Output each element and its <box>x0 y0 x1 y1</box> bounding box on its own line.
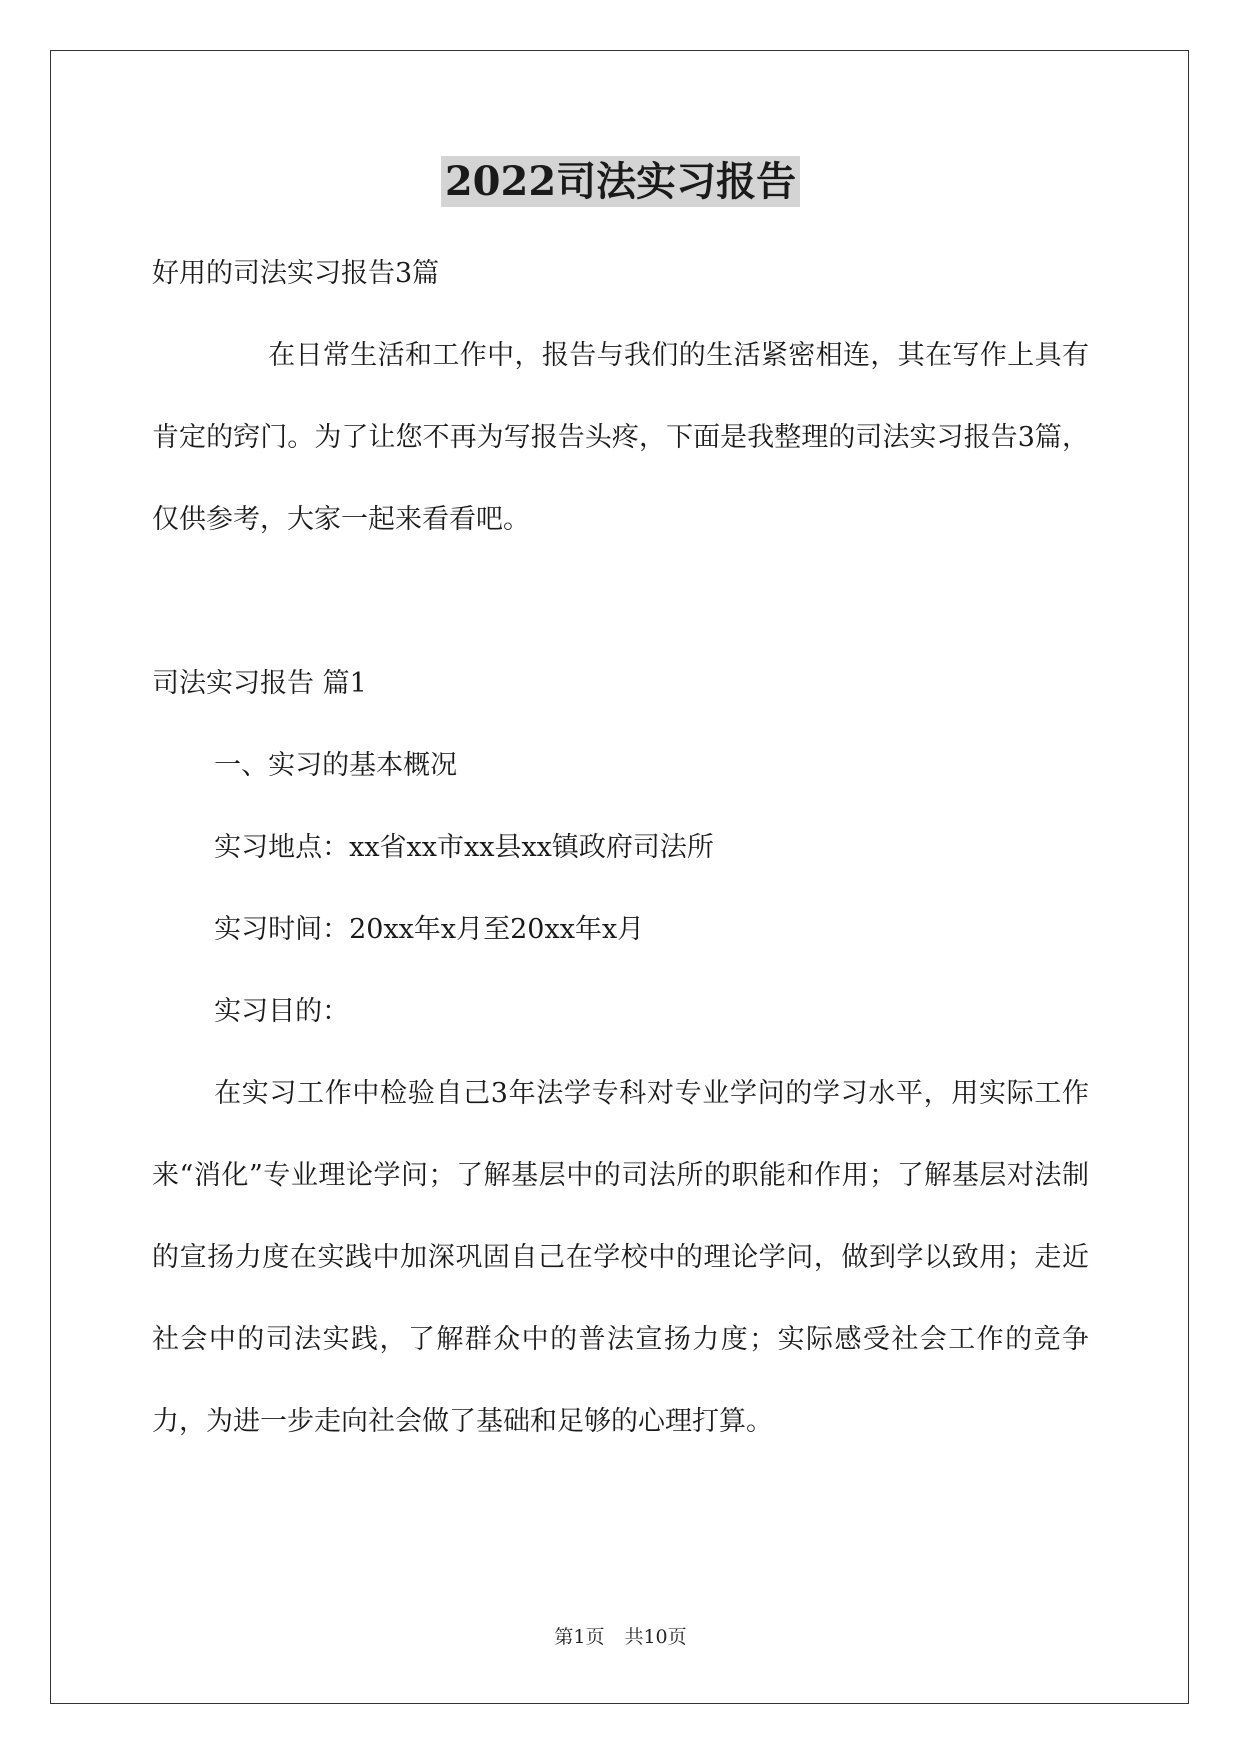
document-title <box>0 152 1241 212</box>
purpose-paragraph: 在实习工作中检验自己3年法学专科对专业学问的学习水平，用实际工作来“消化”专业理论学问；了解基层中的司法所的职能和作用；了解基层对法制的宣扬力度在实践中加深巩固自己在学校中的理论学问，做到学以致用；走近社会中的司法实践，了解群众中的普法宣扬力度；实际感受社会工作的竞争力，为进一步走向社会做了基础和足够的心理打算。 <box>152 1078 1089 1437</box>
spacer <box>152 561 1089 643</box>
page-number-total: 共10页 <box>624 1626 687 1648</box>
purpose-label: 实习目的： <box>214 996 350 1027</box>
internship-time: 实习时间：20xx年x月至20xx年x月 <box>214 914 645 945</box>
section-heading: 司法实习报告 篇1 <box>152 668 367 699</box>
page-footer <box>0 1622 1241 1652</box>
document-body <box>152 233 1089 1463</box>
internship-location: 实习地点：xx省xx市xx县xx镇政府司法所 <box>214 832 714 863</box>
intro-paragraph: 在日常生活和工作中，报告与我们的生活紧密相连，其在写作上具有肯定的窍门。为了让您不再为写报告头疼，下面是我整理的司法实习报告3篇，仅供参考，大家一起来看看吧。 <box>152 340 1089 535</box>
document-title-text: 2022司法实习报告 <box>441 156 800 207</box>
page-number-current: 第1页 <box>554 1626 605 1648</box>
overview-heading: 一、实习的基本概况 <box>214 750 458 781</box>
document-subtitle: 好用的司法实习报告3篇 <box>152 258 440 289</box>
